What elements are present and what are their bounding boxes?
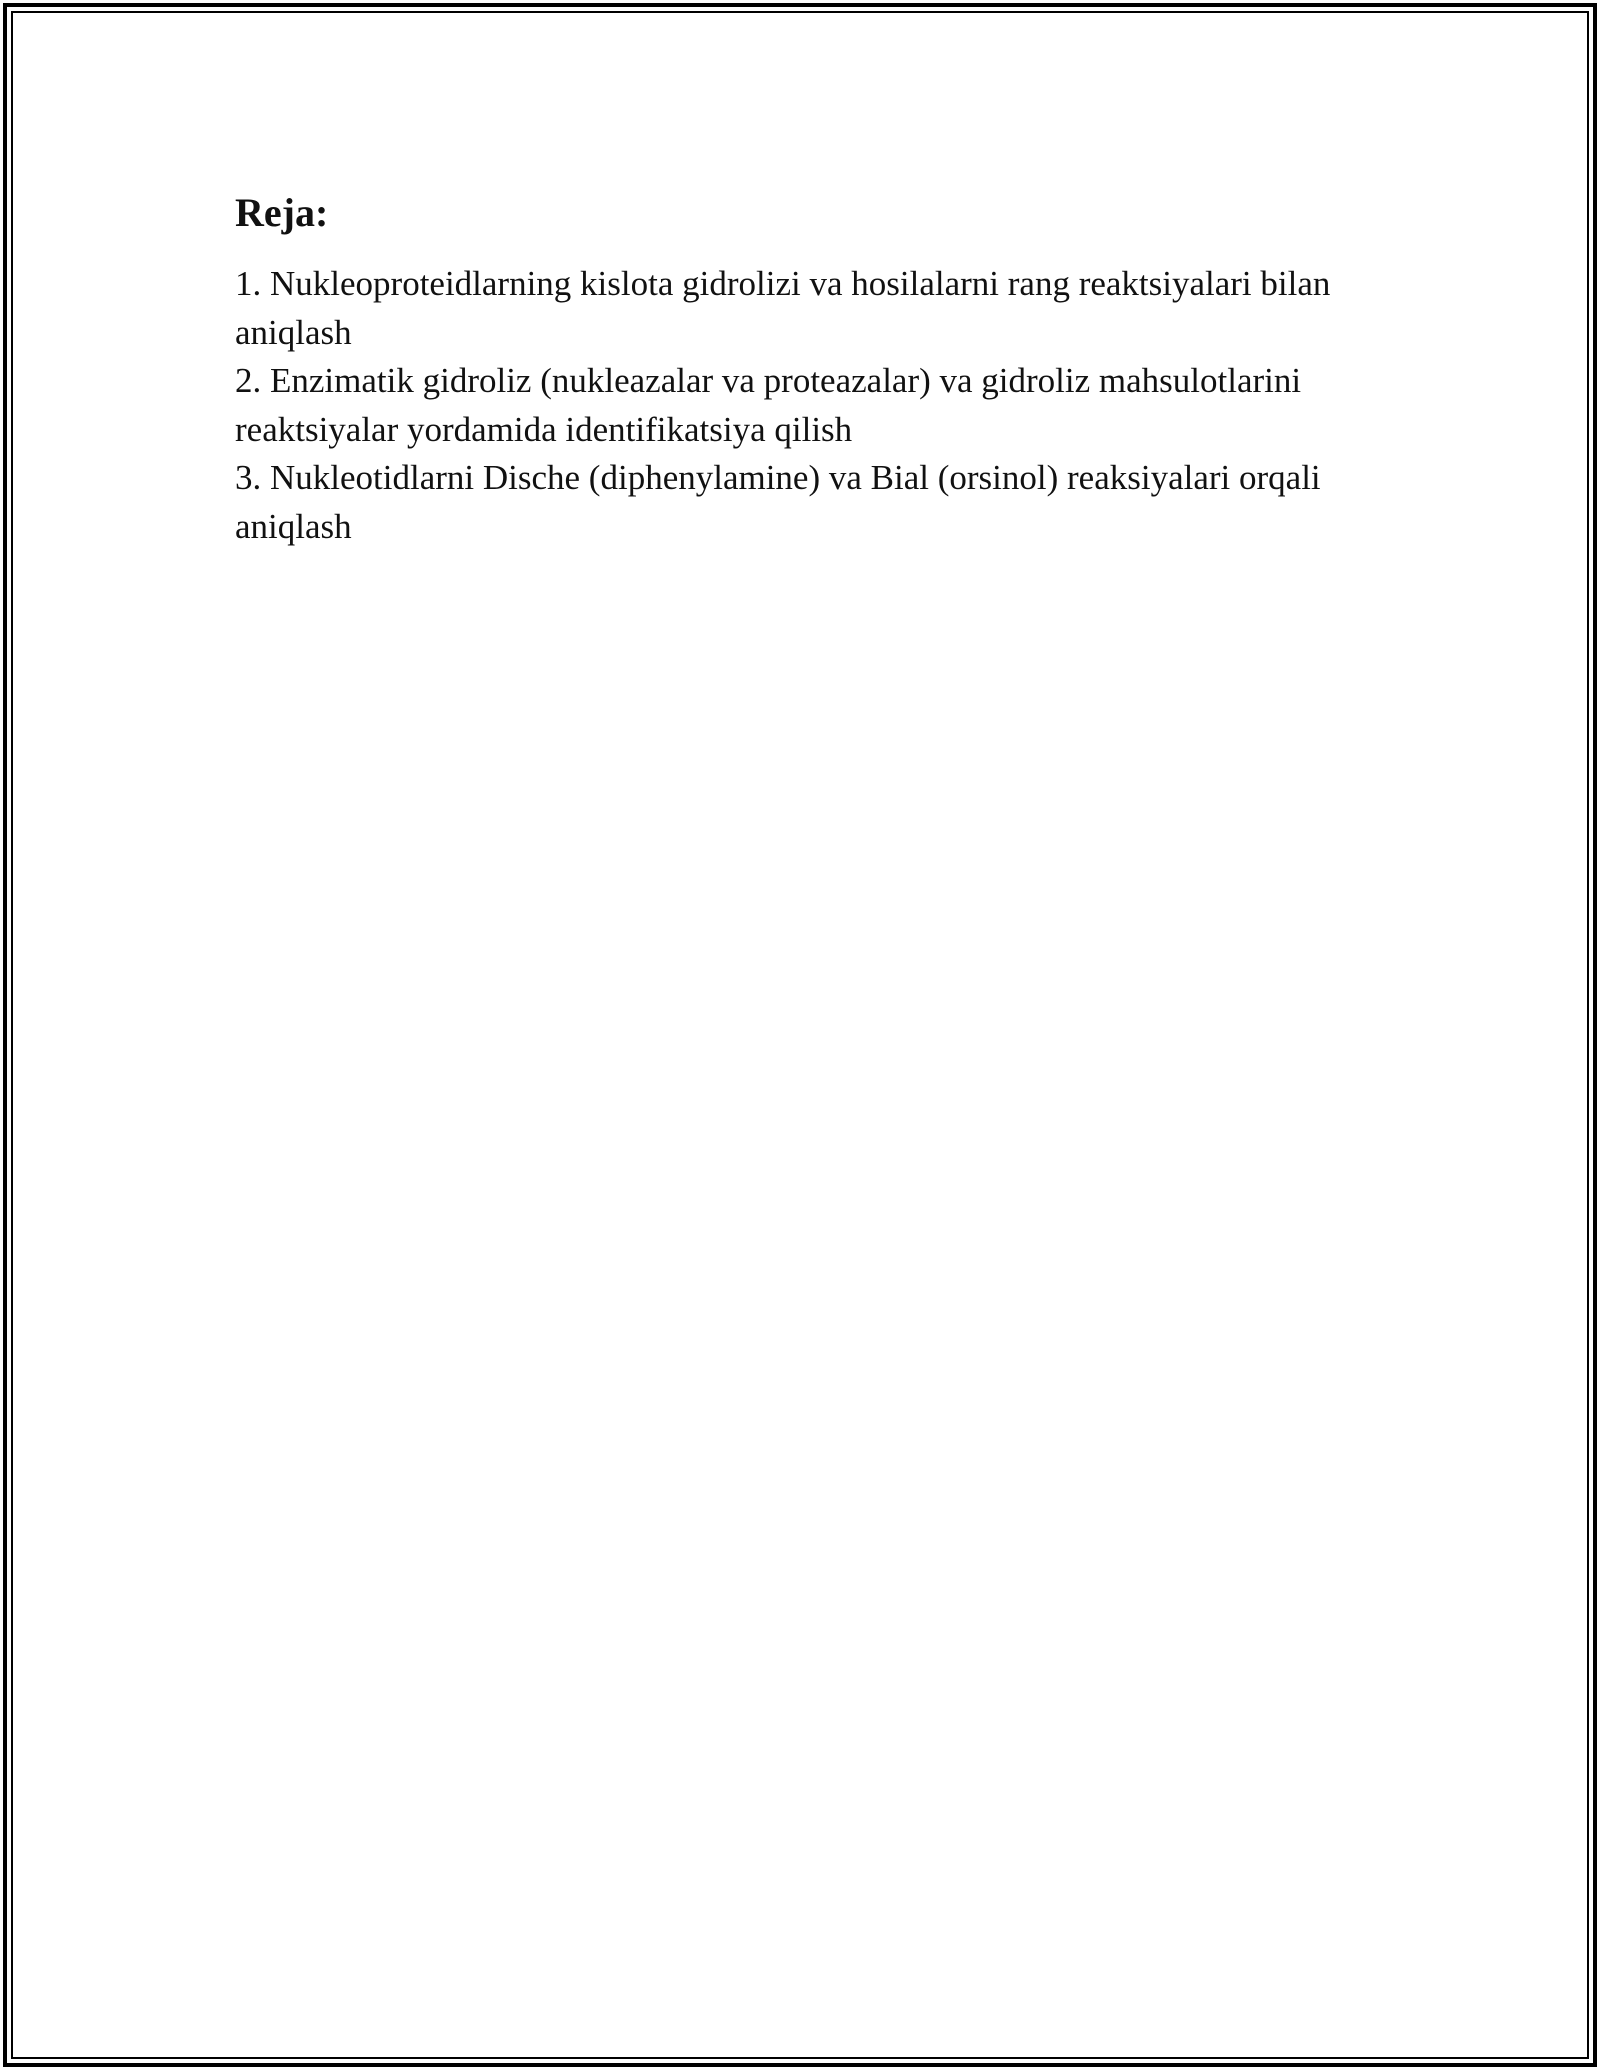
document-content [235, 188, 1365, 551]
plan-item-2: 2. Enzimatik gidroliz (nukleazalar va proteazalar) va gidroliz mahsulotlarini reaktsiyalar yordamida identifikatsiya qilish [235, 361, 1302, 449]
plan-list [235, 260, 1365, 551]
plan-heading: Reja: [235, 190, 329, 235]
plan-item-1: 1. Nukleoproteidlarning kislota gidrolizi va hosilalarni rang reaktsiyalari bilan aniqlash [235, 264, 1331, 352]
plan-item-3: 3. Nukleotidlarni Dische (diphenylamine) va Bial (orsinol) reaksiyalari orqali aniqlash [235, 458, 1321, 546]
